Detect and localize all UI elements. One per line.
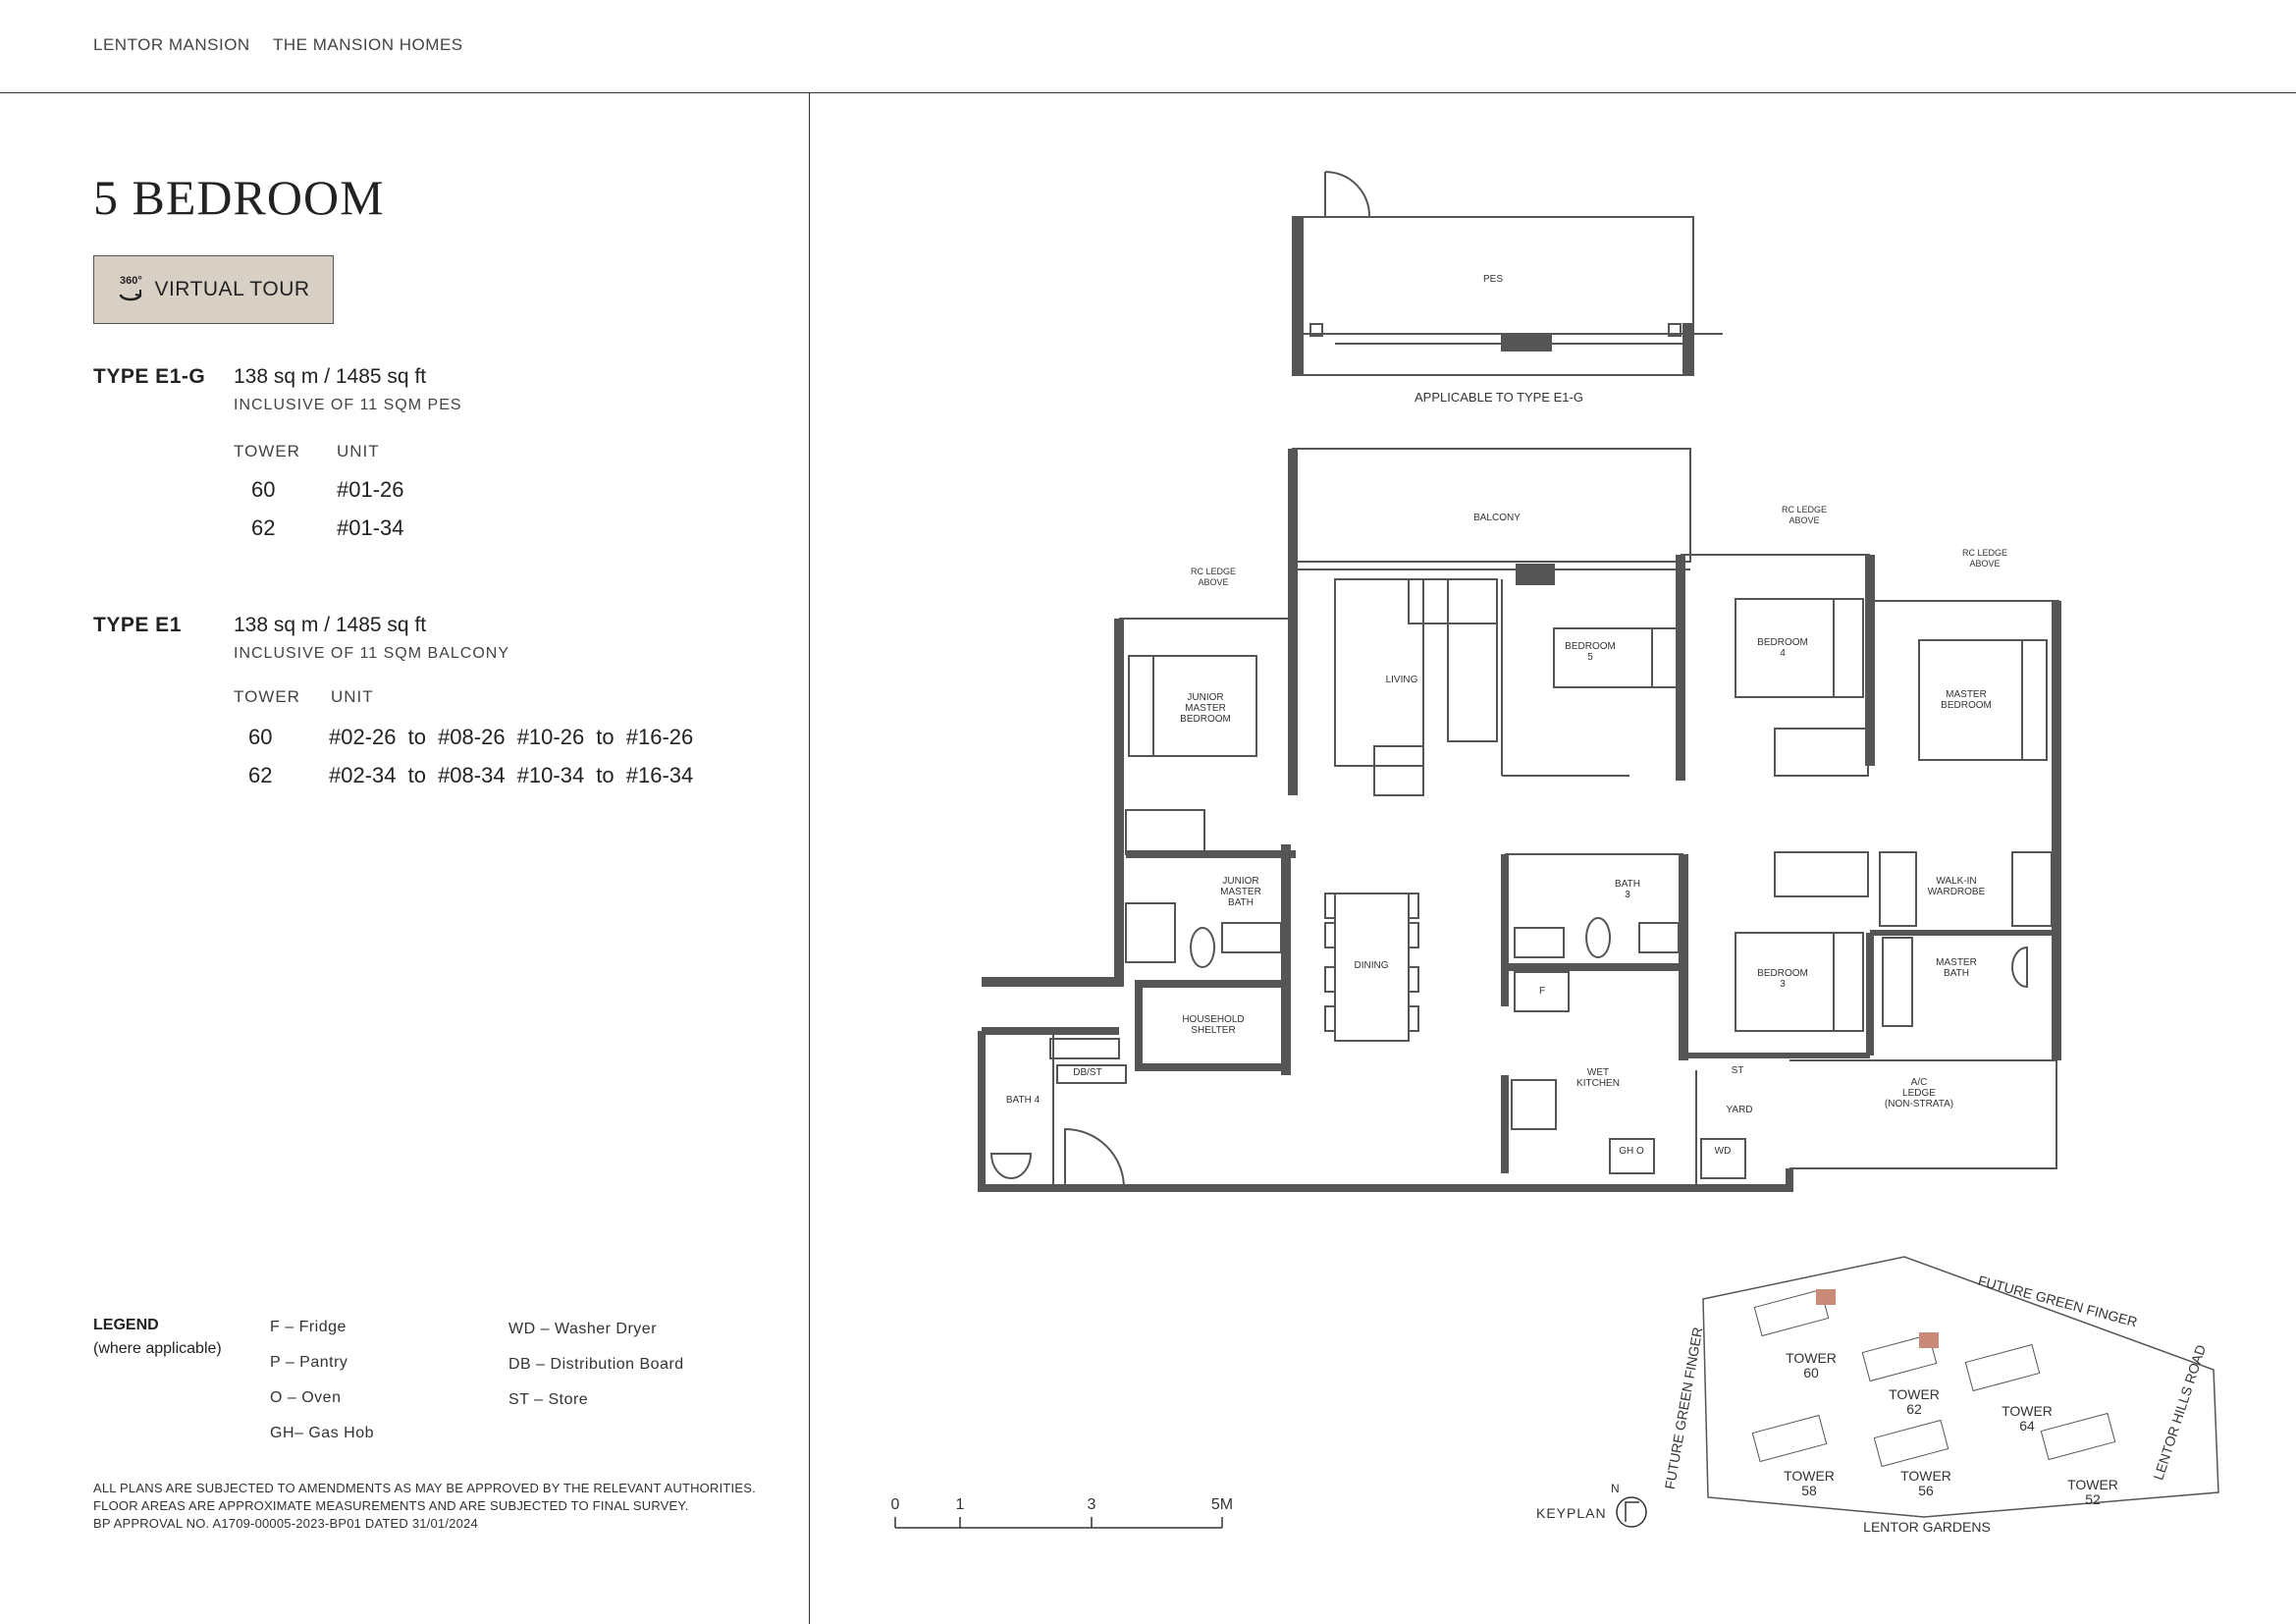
bedroom4-label: 4: [1780, 648, 1786, 659]
type-e1g-name: TYPE E1-G: [93, 365, 206, 388]
junior-master-bath-label: BATH: [1228, 897, 1254, 908]
tower-label: TOWER: [1786, 1350, 1837, 1366]
legend-item: P – Pantry: [270, 1354, 348, 1371]
walkin-label: WARDROBE: [1927, 887, 1986, 897]
future-green-finger-label: FUTURE GREEN FINGER: [1661, 1326, 1706, 1490]
junior-master-bedroom-label: JUNIOR: [1187, 692, 1224, 703]
bath3-label: BATH: [1615, 879, 1640, 890]
type-e1-col-unit: UNIT: [331, 687, 374, 706]
balcony-label: BALCONY: [1473, 513, 1521, 523]
type-e1-tower-cell: 62: [248, 763, 273, 787]
tower-number: 56: [1918, 1483, 1934, 1498]
type-e1g-col-unit: UNIT: [337, 442, 380, 460]
type-e1g-tower-cell: 62: [251, 515, 276, 540]
disclaimer-line: FLOOR AREAS ARE APPROXIMATE MEASUREMENTS AND ARE SUBJECTED TO FINAL SURVEY.: [93, 1498, 689, 1513]
type-e1-area: 138 sq m / 1485 sq ft: [234, 614, 427, 636]
section-name: THE MANSION HOMES: [273, 35, 463, 54]
legend-item: DB – Distribution Board: [508, 1356, 684, 1373]
tower-label: TOWER: [1784, 1468, 1835, 1484]
type-e1-inclusive: INCLUSIVE OF 11 SQM BALCONY: [234, 645, 509, 662]
bath4-label: BATH 4: [1005, 1095, 1041, 1106]
wd-label: WD: [1714, 1146, 1732, 1157]
master-bedroom-label: BEDROOM: [1941, 700, 1992, 711]
tower-number: 60: [1803, 1365, 1819, 1380]
tower-label: TOWER: [2067, 1477, 2118, 1492]
tower-label: TOWER: [1889, 1386, 1940, 1402]
dining-label: DINING: [1354, 960, 1389, 971]
keyplan-map: [1703, 1257, 2218, 1517]
page-title: 5 BEDROOM: [93, 170, 385, 225]
type-e1g-col-tower: TOWER: [234, 442, 300, 460]
ac-ledge-label: LEDGE: [1902, 1088, 1936, 1099]
gh-o-label: GH O: [1619, 1146, 1644, 1157]
wet-kitchen-label: WET: [1586, 1067, 1610, 1078]
virtual-tour-label: VIRTUAL TOUR: [154, 278, 310, 300]
household-shelter-label: HOUSEHOLD: [1182, 1014, 1245, 1025]
disclaimer-line: ALL PLANS ARE SUBJECTED TO AMENDMENTS AS MAY BE APPROVED BY THE RELEVANT AUTHORITIES.: [93, 1481, 756, 1495]
junior-master-bath-label: JUNIOR: [1222, 876, 1259, 887]
bedroom3-label: BEDROOM: [1757, 968, 1808, 979]
rc-ledge-label: ABOVE: [1789, 515, 1820, 525]
scale-tick-label: 3: [1087, 1496, 1096, 1513]
keyplan-label: KEYPLAN: [1536, 1505, 1607, 1521]
st-label: ST: [1731, 1065, 1744, 1076]
north-label: N: [1611, 1482, 1620, 1495]
type-e1-col-tower: TOWER: [234, 687, 300, 706]
fridge-label: F: [1538, 986, 1546, 997]
rc-ledge-label: RC LEDGE: [1961, 548, 2008, 558]
future-green-finger-label: FUTURE GREEN FINGER: [1976, 1272, 2140, 1330]
applicable-label: APPLICABLE TO TYPE E1-G: [1415, 390, 1583, 405]
tower-label: TOWER: [1900, 1468, 1951, 1484]
living-label: LIVING: [1385, 675, 1418, 685]
type-e1g-inclusive: INCLUSIVE OF 11 SQM PES: [234, 397, 462, 413]
bedroom5-label: BEDROOM: [1565, 641, 1616, 652]
type-e1g-tower-cell: 60: [251, 477, 276, 502]
lentor-gardens-label: LENTOR GARDENS: [1863, 1519, 1991, 1535]
legend-item: F – Fridge: [270, 1319, 347, 1335]
household-shelter-label: SHELTER: [1191, 1025, 1236, 1036]
type-e1-tower-cell: 60: [248, 725, 273, 749]
bedroom5-label: 5: [1587, 652, 1593, 663]
tower-number: 52: [2085, 1491, 2101, 1507]
type-e1-unit-cell: #02-34 to #08-34 #10-34 to #16-34: [329, 763, 694, 787]
bedroom3-label: 3: [1780, 979, 1786, 990]
legend-subtitle: (where applicable): [93, 1340, 222, 1357]
brand-name: LENTOR MANSION: [93, 35, 250, 54]
rc-ledge-label: ABOVE: [1198, 577, 1229, 587]
tower-number: 58: [1801, 1483, 1817, 1498]
scale-bar: [895, 1517, 1222, 1528]
scale-tick-label: 5M: [1210, 1496, 1234, 1513]
yard-label: YARD: [1726, 1105, 1753, 1115]
wet-kitchen-label: KITCHEN: [1576, 1078, 1620, 1089]
type-e1g-area: 138 sq m / 1485 sq ft: [234, 365, 427, 388]
pes-label: PES: [1482, 274, 1504, 285]
walkin-label: WALK-IN: [1936, 876, 1977, 887]
legend-item: ST – Store: [508, 1391, 589, 1408]
bath3-label: 3: [1625, 890, 1630, 900]
tower-number: 64: [2019, 1418, 2035, 1434]
scale-tick-label: 1: [955, 1496, 965, 1513]
junior-master-bedroom-label: BEDROOM: [1180, 714, 1231, 725]
type-e1-name: TYPE E1: [93, 614, 182, 636]
master-bath-label: MASTER: [1936, 957, 1977, 968]
scale-tick-label: 0: [890, 1496, 900, 1513]
type-e1-unit-cell: #02-26 to #08-26 #10-26 to #16-26: [329, 725, 694, 749]
junior-master-bath-label: MASTER: [1220, 887, 1261, 897]
rotate-360-icon: 360°: [117, 276, 144, 304]
master-bedroom-label: MASTER: [1946, 689, 1987, 700]
ac-ledge-label: (NON-STRATA): [1884, 1099, 1954, 1110]
db-st-label: DB/ST: [1073, 1067, 1102, 1078]
disclaimer-line: BP APPROVAL NO. A1709-00005-2023-BP01 DATED 31/01/2024: [93, 1516, 478, 1531]
rc-ledge-label: RC LEDGE: [1190, 567, 1237, 576]
junior-master-bedroom-label: MASTER: [1185, 703, 1226, 714]
type-e1g-unit-cell: #01-34: [337, 515, 404, 540]
rc-ledge-label: RC LEDGE: [1781, 505, 1828, 514]
type-e1g-unit-cell: #01-26: [337, 477, 404, 502]
legend-title: LEGEND: [93, 1317, 159, 1333]
lentor-hills-road-label: LENTOR HILLS ROAD: [2150, 1342, 2210, 1483]
legend-item: WD – Washer Dryer: [508, 1321, 658, 1337]
legend-item: GH– Gas Hob: [270, 1425, 374, 1441]
rc-ledge-label: ABOVE: [1969, 559, 2001, 568]
master-bath-label: BATH: [1944, 968, 1969, 979]
bedroom4-label: BEDROOM: [1757, 637, 1808, 648]
north-arrow-icon: [1617, 1497, 1646, 1527]
legend-item: O – Oven: [270, 1389, 342, 1406]
tower-number: 62: [1906, 1401, 1922, 1417]
ac-ledge-label: A/C: [1910, 1077, 1928, 1088]
tower-label: TOWER: [2002, 1403, 2053, 1419]
